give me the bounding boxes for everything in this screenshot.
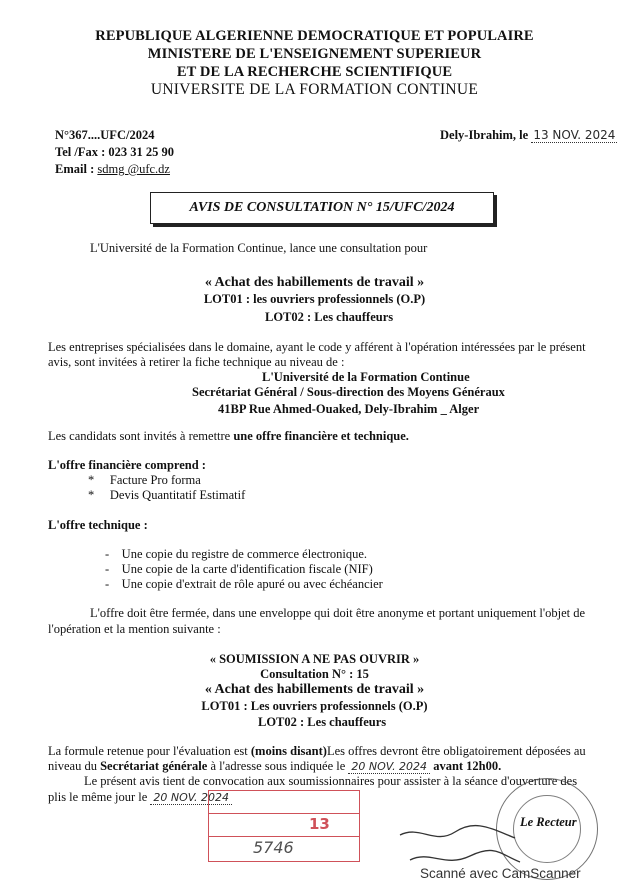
- evaluation-line2: [48, 759, 501, 774]
- envelope-line1: L'offre doit être fermée, dans une enveloppe qui doit être anonyme et portant uniquement l'objet de: [90, 606, 586, 620]
- stamp-number: 13: [309, 815, 330, 833]
- reference-number: N°367....UFC/2024: [55, 128, 155, 142]
- evaluation-line1: [48, 744, 586, 759]
- candidates-text: [48, 429, 409, 444]
- address-university: L'Université de la Formation Continue: [262, 370, 470, 384]
- dateline-date: 13 NOV. 2024: [533, 128, 616, 142]
- mention-do-not-open: « SOUMISSION A NE PAS OUVRIR »: [209, 652, 420, 666]
- mention-object: « Achat des habillements de travail »: [204, 682, 425, 697]
- header-research: ET DE LA RECHERCHE SCIENTIFIQUE: [176, 64, 453, 80]
- technical-item: - Une copie du registre de commerce électronique.: [105, 547, 368, 561]
- email-label: Email :: [55, 162, 98, 176]
- address-street: 41BP Rue Ahmed-Ouaked, Dely-Ibrahim _ Alger: [218, 402, 480, 416]
- financial-heading: L'offre financière comprend :: [48, 458, 206, 472]
- intro-text: L'Université de la Formation Continue, lance une consultation pour: [90, 241, 428, 255]
- scanner-watermark: Scanné avec CamScanner: [420, 866, 581, 881]
- opening-date: 20 NOV. 2024: [150, 791, 232, 805]
- financial-item-label: Facture Pro forma: [109, 473, 201, 487]
- technical-item: - Une copie d'extrait de rôle apuré ou avec échéancier: [105, 577, 383, 591]
- financial-item: * Facture Pro forma: [88, 473, 201, 487]
- envelope-line2: l'opération et la mention suivante :: [48, 622, 221, 636]
- mention-consultation: Consultation N° : 15: [260, 667, 369, 681]
- companies-line2: avis, sont invitées à retirer la fiche technique au niveau de :: [48, 355, 345, 369]
- companies-line1: Les entreprises spécialisées dans le domaine, ayant le code y afférent à l'opération intéressées par le présent: [48, 340, 586, 354]
- deadline-time: avant 12h00.: [430, 759, 502, 773]
- candidates-bold: une offre financière et technique.: [233, 429, 409, 443]
- address-service: Secrétariat Général / Sous-direction des Moyens Généraux: [192, 385, 505, 399]
- technical-item: - Une copie de la carte d'identification fiscale (NIF): [105, 562, 373, 576]
- reference-tel: Tel /Fax : 023 31 25 90: [55, 145, 174, 159]
- consultation-title: AVIS DE CONSULTATION N° 15/UFC/2024: [150, 192, 494, 224]
- technical-item-label: Une copie d'extrait de rôle apuré ou avec échéancier: [121, 577, 383, 591]
- evaluation-line2-mid: à l'adresse sous indiquée le: [207, 759, 349, 773]
- reference-email: [55, 162, 170, 177]
- evaluation-line2-pre: niveau du: [48, 759, 101, 773]
- dateline: [440, 128, 617, 143]
- financial-item: * Devis Quantitatif Estimatif: [88, 488, 246, 502]
- object-lot2: LOT02 : Les chauffeurs: [265, 310, 394, 324]
- stamp-divider: [209, 813, 359, 814]
- candidates-prefix: Les candidats sont invités à remettre: [48, 429, 234, 443]
- handwritten-signature: [395, 820, 525, 870]
- evaluation-line3: Le présent avis tient de convocation aux soumissionnaires pour assister à la séance d'ouverture des: [84, 774, 578, 788]
- signatory-title: Le Recteur: [520, 815, 577, 829]
- object-lot1: LOT01 : les ouvriers professionnels (O.P): [203, 292, 426, 306]
- header-ministry: MINISTERE DE L'ENSEIGNEMENT SUPERIEUR: [147, 46, 482, 62]
- dateline-place: Dely-Ibrahim, le: [440, 128, 532, 142]
- mention-lot2: LOT02 : Les chauffeurs: [258, 715, 387, 729]
- reception-stamp: [208, 790, 360, 862]
- header-university: UNIVERSITE DE LA FORMATION CONTINUE: [150, 81, 479, 98]
- evaluation-line4: [48, 790, 232, 805]
- evaluation-line1-pre: La formule retenue pour l'évaluation est: [48, 744, 251, 758]
- technical-heading: L'offre technique :: [48, 518, 148, 532]
- evaluation-office: Secrétariat générale: [100, 759, 208, 773]
- financial-item-label: Devis Quantitatif Estimatif: [109, 488, 246, 502]
- stamp-count: 5746: [253, 838, 294, 857]
- deadline-date: 20 NOV. 2024: [348, 760, 430, 774]
- object-title: « Achat des habillements de travail »: [204, 275, 425, 290]
- technical-item-label: Une copie du registre de commerce électronique.: [121, 547, 368, 561]
- stamp-divider: [209, 836, 359, 837]
- evaluation-line1-post: Les offres devront être obligatoirement déposées au: [326, 744, 586, 758]
- email-link[interactable]: sdmg @ufc.dz: [97, 162, 170, 176]
- evaluation-criterion: (moins disant): [250, 744, 327, 758]
- mention-lot1: LOT01 : Les ouvriers professionnels (O.P): [201, 699, 428, 713]
- evaluation-line4-pre: plis le même jour le: [48, 790, 151, 804]
- header-republic: REPUBLIQUE ALGERIENNE DEMOCRATIQUE ET POPULAIRE: [95, 28, 534, 44]
- technical-item-label: Une copie de la carte d'identification fiscale (NIF): [121, 562, 373, 576]
